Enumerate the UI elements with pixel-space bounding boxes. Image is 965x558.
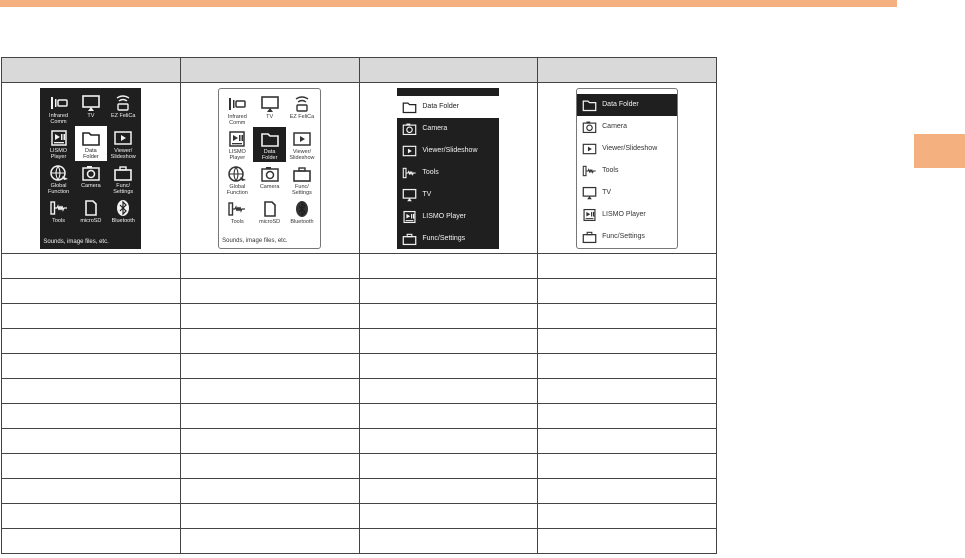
menu-grid-item-label: EZ FeliCa [289,113,315,120]
menu-grid-item-label: Infrared Comm [49,112,69,125]
table-row [2,354,717,379]
table-cell [180,279,359,304]
lismo-icon [226,130,248,148]
menu-list-item[interactable] [397,184,499,206]
table-cell [2,329,181,354]
menu-list-item[interactable] [577,204,677,226]
table-row [2,529,717,554]
menu-list-item-label: Tools [422,169,439,176]
menu-list-item[interactable] [397,118,499,140]
menu-grid-item-label: Data Folder [261,148,278,161]
menu-grid-item[interactable] [75,91,107,126]
menu-grid-item[interactable] [221,162,253,197]
table-cell [2,354,181,379]
menu-list-item[interactable] [397,96,499,118]
table-cell [359,429,538,454]
table-cell [180,479,359,504]
preview-cell-list-light [538,83,717,254]
viewer-icon [112,129,134,147]
table-cell [538,529,717,554]
menu-list-item-label: TV [422,191,432,198]
globe-icon [226,165,248,183]
folder-icon [80,129,102,147]
menu-list-item-label: Camera [422,125,448,132]
phone-screen-list-dark [397,88,499,249]
menu-grid-item[interactable] [253,92,285,127]
preview-cell-list-dark [359,83,538,254]
table-row [2,429,717,454]
phone-screen-list-light [576,88,678,249]
menu-grid-item[interactable] [107,91,139,126]
table-cell [359,329,538,354]
menu-list-item[interactable] [577,94,677,116]
table-cell [538,429,717,454]
table-cell [2,304,181,329]
menu-grid-item-label: Camera [81,182,101,189]
menu-grid-item[interactable] [107,196,139,231]
lismo-icon [400,210,418,224]
side-index-tab [914,134,965,168]
menu-grid-item-label: Bluetooth [111,217,135,224]
folder-icon [259,130,281,148]
menu-grid-item-label: Camera [259,183,280,190]
tools-icon [580,164,598,178]
menu-grid-item[interactable] [107,126,139,161]
menu-grid-item[interactable] [253,162,285,197]
table-cell [180,329,359,354]
camera-icon [259,165,281,183]
menu-grid-item-label: Viewer/ Slideshow [289,148,315,161]
tv-icon [259,95,281,113]
lismo-icon [48,129,70,147]
tools-icon [48,199,70,217]
preview-cell-icon-dark [2,83,181,254]
menu-list-item-label: Tools [602,167,619,174]
table-row [2,404,717,429]
table-cell [180,304,359,329]
menu-list-item-label: Func/Settings [422,235,466,242]
table-row [2,254,717,279]
header-cell [359,58,538,83]
preview-row [2,83,717,254]
menu-grid-item-label: Bluetooth [290,218,314,225]
tv-icon [400,188,418,202]
table-cell [538,354,717,379]
table-row [2,504,717,529]
sdcard-icon [259,200,281,218]
menu-list-item[interactable] [577,182,677,204]
menu-grid-item[interactable] [42,161,74,196]
table-cell [359,379,538,404]
table-cell [359,279,538,304]
table-row [2,304,717,329]
table-cell [180,404,359,429]
table-cell [2,279,181,304]
menu-list-item[interactable] [577,138,677,160]
menu-list-item[interactable] [577,116,677,138]
table-cell [2,529,181,554]
header-cell [180,58,359,83]
status-text: Sounds, image files, etc. [43,238,109,245]
table-cell [359,254,538,279]
table-cell [180,454,359,479]
preview-cell-icon-light [180,83,359,254]
camera-icon [400,122,418,136]
menu-grid-item-label: Global Function [47,182,70,195]
menu-list-item-label: Camera [602,123,628,130]
tools-icon [226,200,248,218]
table-cell [180,504,359,529]
viewer-icon [291,130,313,148]
table-cell [2,479,181,504]
table-cell [2,429,181,454]
menu-grid-item-label: TV [266,113,274,120]
menu-grid-item-label: LISMO Player [228,148,246,161]
menu-list-item-label: Viewer/Slideshow [602,145,658,152]
table-row [2,454,717,479]
folder-icon [580,98,598,112]
menu-list-item-label: Func/Settings [602,233,645,240]
menu-grid-item-label: TV [87,112,95,119]
menu-list-item[interactable] [397,162,499,184]
menu-list-item-label: LISMO Player [422,213,466,220]
top-accent-bar [0,0,897,7]
menu-grid-item-label: Global Function [226,183,248,196]
menu-list-item[interactable] [397,206,499,228]
lismo-icon [580,208,598,222]
table-cell [180,254,359,279]
menu-grid-item-label: Func/ Settings [113,182,134,195]
menu-grid-item[interactable] [42,91,74,126]
menu-grid-item-label: Func/ Settings [292,183,312,196]
briefcase-icon [112,164,134,182]
table-cell [538,404,717,429]
sdcard-icon [80,199,102,217]
menu-grid-item-label: Data Folder [83,147,99,160]
table-cell [180,354,359,379]
table-header-row [2,58,717,83]
camera-icon [80,164,102,182]
menu-list-item[interactable] [577,226,677,248]
table-cell [2,404,181,429]
globe-icon [48,164,70,182]
menu-grid-item-label: LISMO Player [49,147,68,160]
table-row [2,329,717,354]
briefcase-icon [291,165,313,183]
menu-grid-item[interactable] [75,126,107,161]
table-cell [538,479,717,504]
menu-grid-item[interactable] [221,197,253,232]
tv-icon [580,186,598,200]
menu-grid-item[interactable] [42,196,74,231]
menu-grid-item[interactable] [286,162,318,197]
menu-list-item-label: Data Folder [602,101,639,108]
table-cell [359,454,538,479]
menu-grid-item[interactable] [286,197,318,232]
header-cell [2,58,181,83]
table-cell [180,529,359,554]
briefcase-icon [580,230,598,244]
menu-style-table [1,57,717,554]
menu-grid-item-label: Viewer/ Slideshow [110,147,136,160]
table-cell [2,504,181,529]
table-cell [538,454,717,479]
table-cell [359,304,538,329]
tools-icon [400,166,418,180]
table-cell [2,379,181,404]
menu-grid-item-label: microSD [80,217,102,224]
briefcase-icon [400,232,418,246]
menu-grid-item-label: Tools [52,217,65,224]
menu-list-item[interactable] [397,228,499,250]
viewer-icon [400,144,418,158]
table-cell [538,279,717,304]
table-cell [359,529,538,554]
menu-grid-item[interactable] [75,161,107,196]
tv-icon [80,94,102,112]
camera-icon [580,120,598,134]
table-cell [180,429,359,454]
table-cell [359,404,538,429]
menu-list-item-label: Data Folder [422,103,459,110]
menu-grid-item[interactable] [286,127,318,162]
status-text: Sounds, image files, etc. [222,237,288,244]
menu-list-item-label: Viewer/Slideshow [422,147,478,154]
phone-screen-icon-dark [40,88,141,249]
table-cell [538,379,717,404]
viewer-icon [580,142,598,156]
table-cell [2,254,181,279]
table-cell [359,479,538,504]
menu-grid-item[interactable] [221,92,253,127]
header-cell [538,58,717,83]
folder-icon [400,100,418,114]
felica-icon [291,95,313,113]
menu-grid-item[interactable] [221,127,253,162]
table-row [2,279,717,304]
menu-list-item-label: TV [602,189,612,196]
table-cell [538,254,717,279]
menu-grid-item[interactable] [286,92,318,127]
infrared-icon [226,95,248,113]
menu-list-item[interactable] [577,160,677,182]
infrared-icon [48,94,70,112]
table-row [2,479,717,504]
table-row [2,379,717,404]
menu-grid-item[interactable] [253,127,285,162]
table-cell [538,329,717,354]
menu-list-item[interactable] [397,140,499,162]
menu-grid-item-label: Tools [230,218,244,225]
table-cell [538,504,717,529]
menu-list-item-label: LISMO Player [602,211,646,218]
table-cell [538,304,717,329]
menu-grid-item[interactable] [75,196,107,231]
phone-screen-icon-light [218,88,321,249]
menu-grid-item[interactable] [253,197,285,232]
bluetooth-icon [112,199,134,217]
menu-grid-item-label: EZ FeliCa [110,112,136,119]
bluetooth-icon [291,200,313,218]
table-cell [2,454,181,479]
menu-grid-item-label: Infrared Comm [227,113,247,126]
menu-grid-item[interactable] [42,126,74,161]
menu-grid-item[interactable] [107,161,139,196]
table-cell [180,379,359,404]
felica-icon [112,94,134,112]
menu-grid-item-label: microSD [259,218,281,225]
table-cell [359,354,538,379]
table-cell [359,504,538,529]
